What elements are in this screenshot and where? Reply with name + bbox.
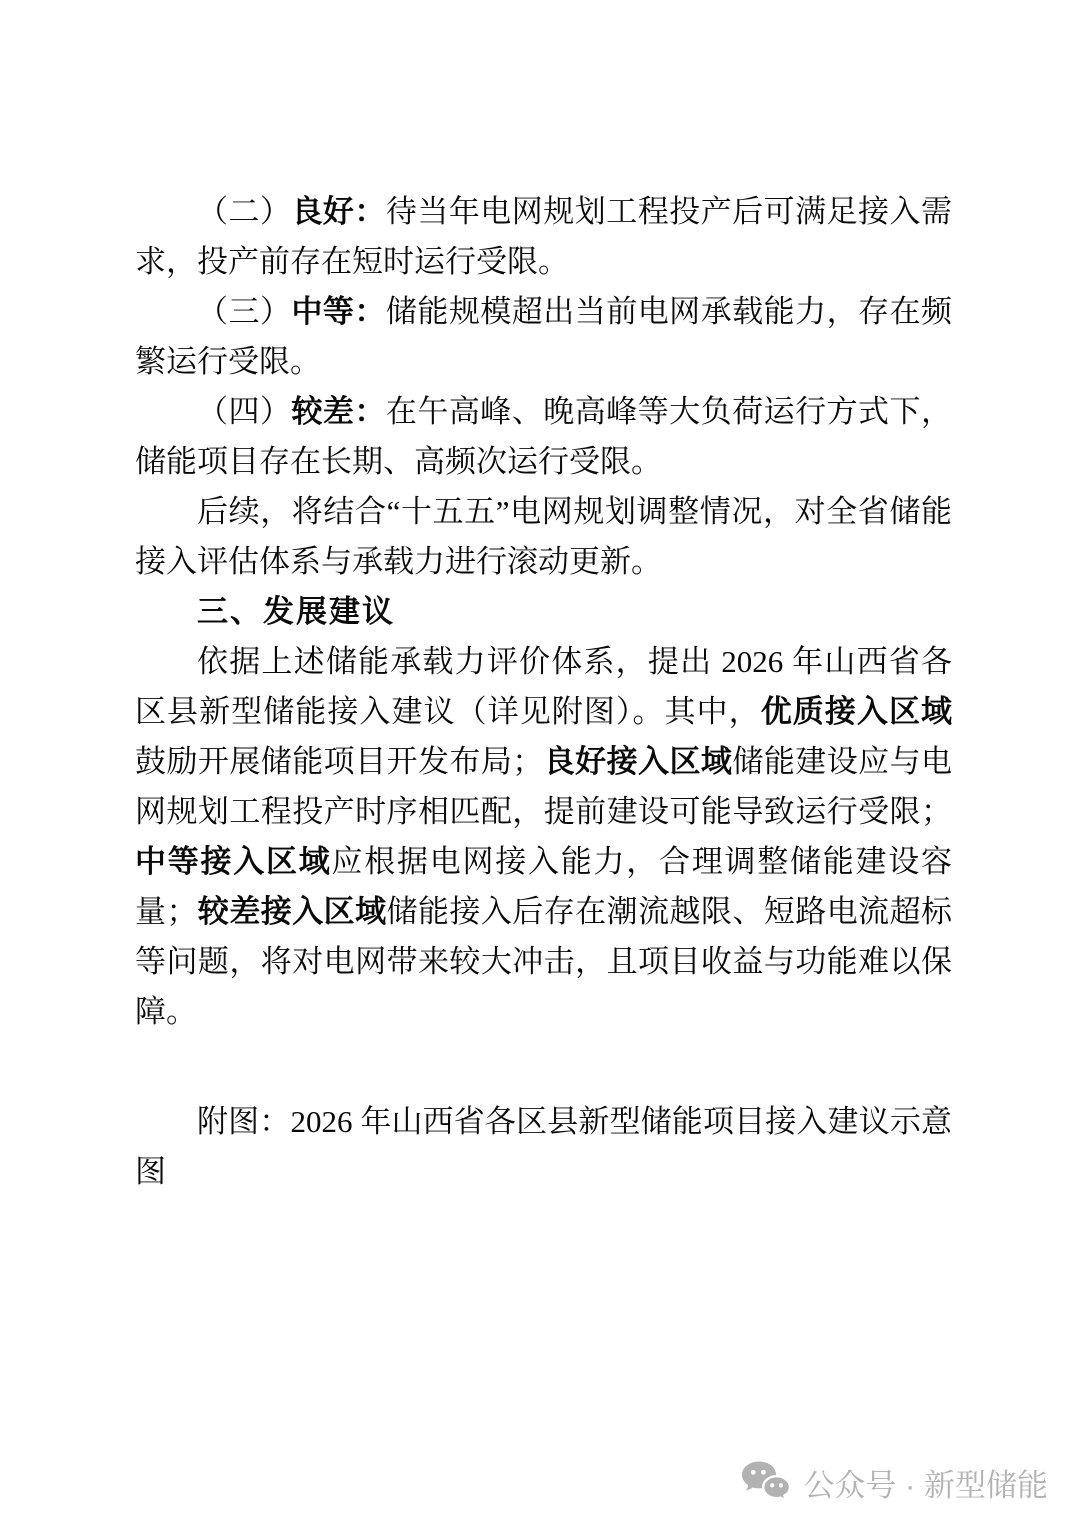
text-run: （二） (197, 194, 292, 229)
text-run: 应根据电网接入能力，合理调整储能建设容量； (135, 844, 952, 929)
text-run: （四） (197, 394, 292, 429)
bold-run: 较差： (291, 394, 386, 429)
clause-poor (135, 387, 952, 487)
bold-run: 良好接入区域 (543, 744, 733, 779)
text-run: 依据上述储能承载力评价体系，提出 2026 年山西省各区县新型储能接入建议（详见附图）。其中， (135, 644, 952, 729)
paragraph-follow-up (135, 487, 952, 587)
document-content (135, 187, 952, 1197)
clause-good (135, 187, 952, 287)
bold-run: 中等： (291, 294, 386, 329)
bold-run: 良好： (291, 194, 386, 229)
wechat-watermark-label: 公众号 · 新型储能 (803, 1468, 1048, 1503)
text-run: 储能规模超出当前电网承载能力，存在频繁运行受限。 (135, 294, 953, 379)
text-run: 附图：2026 年山西省各区县新型储能项目接入建议示意图 (135, 1104, 952, 1189)
bold-run: 优质接入区域 (760, 694, 953, 729)
bold-run: 较差接入区域 (197, 894, 387, 929)
text-run: 鼓励开展储能项目开发布局； (135, 744, 544, 779)
wechat-icon (741, 1460, 791, 1505)
text-run: 在午高峰、晚高峰等大负荷运行方式下，储能项目存在长期、高频次运行受限。 (135, 394, 953, 479)
bold-run: 三、发展建议 (197, 594, 395, 629)
text-run: 待当年电网规划工程投产后可满足接入需求，投产前存在短时运行受限。 (135, 194, 953, 279)
bold-run: 中等接入区域 (135, 844, 332, 879)
wechat-watermark (741, 1460, 1048, 1505)
text-run: （三） (197, 294, 292, 329)
section-heading (135, 587, 952, 637)
text-run: 储能建设应与电网规划工程投产时序相匹配，提前建设可能导致运行受限； (135, 744, 953, 829)
text-run: 储能接入后存在潮流越限、短路电流超标等问题，将对电网带来较大冲击，且项目收益与功能难以保障。 (135, 894, 953, 1029)
paragraph-suggestions (135, 637, 952, 1037)
clause-medium (135, 287, 952, 387)
attachment-note (135, 1097, 952, 1197)
text-run: 后续，将结合“十五五”电网规划调整情况，对全省储能接入评估体系与承载力进行滚动更新。 (135, 494, 952, 579)
